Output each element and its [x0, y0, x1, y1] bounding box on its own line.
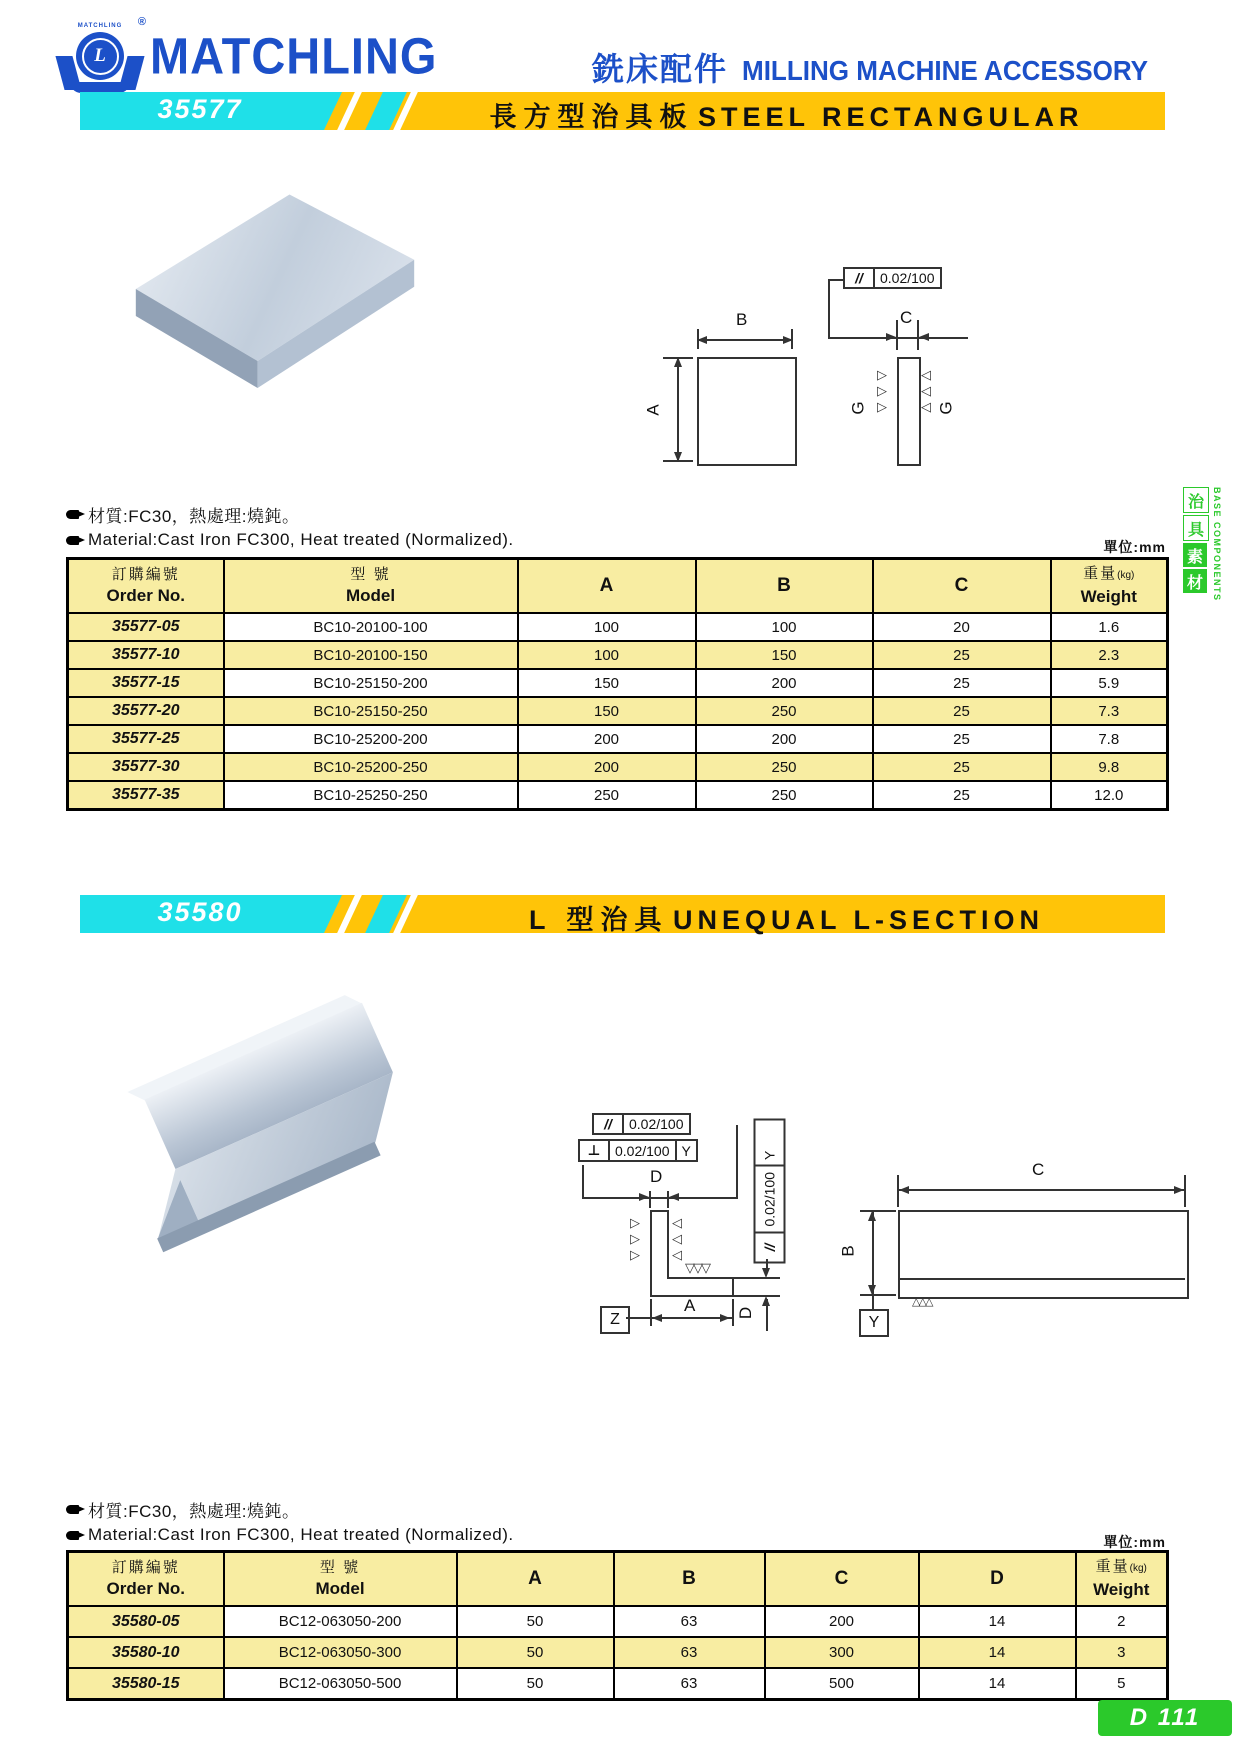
table-cell: 150: [696, 641, 873, 669]
material-text-en: Material:Cast Iron FC300, Heat treated (Normalized).: [88, 1525, 514, 1544]
material-note: [66, 501, 514, 553]
order-no-cell: 35577-20: [68, 697, 224, 725]
table-cell: BC12-063050-200: [224, 1606, 457, 1637]
side-tab-char: 治: [1183, 487, 1209, 513]
table-cell: 2: [1076, 1606, 1168, 1637]
ext-line: [860, 1294, 896, 1296]
order-no-cell: 35577-35: [68, 781, 224, 810]
front-view-outline: [697, 357, 797, 466]
l-profile-line: [650, 1210, 669, 1212]
l-section-body: [101, 953, 509, 1376]
pointing-hand-icon: [66, 1505, 79, 1514]
table-cell: 250: [696, 697, 873, 725]
surface-finish-icon: △ △ △: [912, 1296, 932, 1308]
product-photo-l-section: [155, 1000, 455, 1330]
table-row: [68, 641, 1168, 669]
section-title: [420, 898, 1153, 937]
side-tab: [1183, 487, 1222, 613]
pointing-hand-icon: [66, 1531, 79, 1540]
registered-mark: ®: [137, 16, 146, 28]
table-cell: 50: [457, 1606, 614, 1637]
dim-line-b: [872, 1210, 874, 1295]
dim-line-a: [677, 357, 679, 462]
section-bar-35577: [80, 92, 1165, 130]
material-text-cn: 材質:FC30，熱處理:燒鈍。: [88, 1501, 300, 1521]
order-no-cell: 35577-15: [68, 669, 224, 697]
parallelism-symbol: //: [756, 1232, 784, 1262]
flange-line: [898, 1278, 1185, 1280]
arrowhead: [886, 333, 896, 341]
arrowhead: [868, 1211, 876, 1221]
col-header-b: B: [614, 1552, 765, 1607]
table-cell: BC10-25200-200: [224, 725, 518, 753]
dim-line-d: [582, 1197, 738, 1199]
material-line-en: [66, 527, 514, 553]
dim-label-d: D: [736, 1306, 756, 1320]
col-header-weight: 重量(kg) Weight: [1051, 559, 1168, 614]
dim-label-c: C: [900, 308, 913, 327]
table-cell: 150: [518, 669, 696, 697]
logo-arc-text: MATCHLING: [77, 23, 123, 29]
table-cell: 9.8: [1051, 753, 1168, 781]
arrowhead: [697, 336, 707, 344]
dim-label-d: D: [650, 1167, 663, 1186]
arrowhead: [1174, 1186, 1184, 1194]
feature-control-frame: [843, 267, 942, 289]
arrowhead: [720, 1314, 730, 1322]
table-cell: 25: [873, 753, 1051, 781]
ext-line: [734, 1277, 780, 1279]
section-title: [420, 95, 1153, 134]
finish-label-g: G: [848, 401, 868, 415]
table-cell: 300: [765, 1637, 919, 1668]
material-text-en: Material:Cast Iron FC300, Heat treated (Normalized).: [88, 530, 514, 549]
table-cell: 100: [518, 641, 696, 669]
ext-line: [732, 1299, 734, 1326]
table-cell: 200: [696, 725, 873, 753]
dim-line-c: [828, 337, 968, 339]
section-code: 35580: [157, 897, 243, 927]
table-header-row: [68, 1552, 1168, 1607]
table-cell: BC10-25250-250: [224, 781, 518, 810]
brand-name: MATCHLING: [150, 27, 438, 85]
col-header-weight: 重量(kg) Weight: [1076, 1552, 1168, 1607]
table-cell: 25: [873, 697, 1051, 725]
table-cell: 5: [1076, 1668, 1168, 1700]
table-cell: 200: [518, 725, 696, 753]
side-tab-char: 具: [1183, 515, 1209, 541]
col-header-c: C: [873, 559, 1051, 614]
parallelism-symbol: //: [845, 269, 875, 287]
tolerance-value: 0.02/100: [610, 1141, 677, 1160]
logo-letter: L: [94, 45, 106, 66]
order-no-cell: 35580-05: [68, 1606, 224, 1637]
leader-line: [736, 1125, 738, 1198]
table-header-row: [68, 559, 1168, 614]
dim-label-b: B: [736, 310, 748, 329]
technical-drawing-rectangular: [640, 260, 985, 475]
arrowhead: [674, 452, 682, 462]
table-cell: 500: [765, 1668, 919, 1700]
leader-line: [582, 1165, 584, 1198]
table-cell: 100: [696, 613, 873, 641]
col-header-order: 訂購編號 Order No.: [68, 559, 224, 614]
table-cell: 250: [696, 753, 873, 781]
table-cell: 2.3: [1051, 641, 1168, 669]
table-cell: 50: [457, 1668, 614, 1700]
product-photo-steel-rectangular: [130, 190, 420, 415]
surface-finish-icon: ▷ ▷ ▷: [630, 1215, 640, 1262]
order-no-cell: 35577-30: [68, 753, 224, 781]
table-cell: 200: [518, 753, 696, 781]
dim-label-c: C: [1032, 1160, 1045, 1179]
side-tab-chars: [1183, 487, 1209, 613]
side-tab-en: BASE COMPONENTS: [1212, 487, 1222, 602]
tolerance-value: 0.02/100: [629, 1116, 684, 1132]
arrowhead: [652, 1314, 662, 1322]
arrowhead: [674, 357, 682, 367]
arrowhead: [669, 1193, 679, 1201]
arrowhead: [868, 1285, 876, 1295]
col-header-a: A: [457, 1552, 614, 1607]
order-no-cell: 35577-25: [68, 725, 224, 753]
section-title-en: STEEL RECTANGULAR: [697, 102, 1084, 132]
page-title: [592, 44, 1179, 90]
spec-table-35580: [66, 1550, 1169, 1701]
feature-control-frame-vertical: [754, 1119, 786, 1264]
material-line-cn: [66, 1496, 514, 1522]
order-no-cell: 35580-15: [68, 1668, 224, 1700]
table-cell: BC10-25200-250: [224, 753, 518, 781]
section-bar-35580: [80, 895, 1165, 933]
section-title-cn: L 型治具: [529, 905, 669, 935]
material-text-cn: 材質:FC30，熱處理:燒鈍。: [88, 506, 300, 526]
table-cell: 150: [518, 697, 696, 725]
order-no-cell: 35577-10: [68, 641, 224, 669]
table-row: [68, 725, 1168, 753]
leader-line: [828, 279, 843, 281]
leader-line: [626, 1317, 650, 1319]
arrowhead: [639, 1193, 649, 1201]
table-cell: 1.6: [1051, 613, 1168, 641]
table-cell: 200: [765, 1606, 919, 1637]
table-cell: BC10-20100-100: [224, 613, 518, 641]
perpendicularity-symbol: ⊥: [580, 1141, 610, 1160]
order-no-cell: 35577-05: [68, 613, 224, 641]
table-cell: BC12-063050-300: [224, 1637, 457, 1668]
l-profile-line: [732, 1277, 734, 1297]
arrowhead: [762, 1296, 770, 1306]
surface-finish-icon: ◁ ◁ ◁: [921, 367, 931, 414]
section-title-cn: 長方型治具板: [489, 102, 694, 132]
table-row: [68, 669, 1168, 697]
arrowhead: [899, 1186, 909, 1194]
ext-line: [860, 1210, 896, 1212]
unit-label: 單位:mm: [1103, 1534, 1166, 1550]
table-row: [68, 1606, 1168, 1637]
pointing-hand-icon: [66, 536, 79, 545]
arrowhead: [783, 336, 793, 344]
table-cell: 3: [1076, 1637, 1168, 1668]
table-cell: 14: [919, 1606, 1076, 1637]
spec-table-35577: [66, 557, 1169, 811]
table-cell: BC12-063050-500: [224, 1668, 457, 1700]
page-number-badge: D 111: [1098, 1700, 1232, 1736]
table-cell: 100: [518, 613, 696, 641]
table-cell: 12.0: [1051, 781, 1168, 810]
surface-finish-icon: ◁ ◁ ◁: [672, 1215, 682, 1262]
order-no-cell: 35580-10: [68, 1637, 224, 1668]
surface-finish-icon: ▽ ▽ ▽: [685, 1260, 709, 1275]
table-cell: 250: [518, 781, 696, 810]
material-note: [66, 1496, 514, 1548]
table-cell: 7.3: [1051, 697, 1168, 725]
dim-line-c: [898, 1189, 1185, 1191]
tolerance-value: 0.02/100: [880, 270, 935, 286]
side-view-outline: [897, 357, 921, 466]
unit-label: 單位:mm: [1103, 539, 1166, 555]
table-row: [68, 753, 1168, 781]
col-header-b: B: [696, 559, 873, 614]
table-row: [68, 613, 1168, 641]
material-line-cn: [66, 501, 514, 527]
dim-label-a: A: [684, 1296, 696, 1315]
table-cell: 25: [873, 781, 1051, 810]
table-cell: 250: [696, 781, 873, 810]
table-cell: 7.8: [1051, 725, 1168, 753]
page-title-cn: 銑床配件: [592, 51, 729, 87]
section-title-en: UNEQUAL L-SECTION: [672, 905, 1044, 935]
table-cell: 25: [873, 725, 1051, 753]
ext-line: [734, 1295, 780, 1297]
brand-logo: [58, 16, 146, 96]
technical-drawing-l-section: [560, 1105, 1220, 1350]
ext-line: [1184, 1175, 1186, 1207]
pointing-hand-icon: [66, 510, 79, 519]
table-row: [68, 697, 1168, 725]
table-row: [68, 1637, 1168, 1668]
leader-line: [828, 279, 830, 337]
table-row: [68, 1668, 1168, 1700]
col-header-order: 訂購編號 Order No.: [68, 1552, 224, 1607]
l-profile-line: [650, 1210, 652, 1297]
table-cell: 5.9: [1051, 669, 1168, 697]
section-code: 35577: [157, 94, 243, 124]
ext-line: [649, 1191, 651, 1208]
datum-reference: Y: [761, 1150, 778, 1160]
logo-circle-icon: [76, 32, 124, 80]
dim-label-a: A: [643, 404, 663, 416]
page-title-en: MILLING MACHINE ACCESSORY: [742, 55, 1149, 86]
ext-line: [896, 320, 898, 350]
table-row: [68, 781, 1168, 810]
table-cell: 14: [919, 1668, 1076, 1700]
col-header-model: 型 號 Model: [224, 1552, 457, 1607]
arrowhead: [919, 333, 929, 341]
datum-reference: Y: [681, 1142, 691, 1159]
feature-control-frame: [592, 1113, 691, 1135]
col-header-model: 型 號 Model: [224, 559, 518, 614]
table-cell: 25: [873, 641, 1051, 669]
surface-finish-icon: ▷ ▷ ▷: [877, 367, 887, 414]
col-header-c: C: [765, 1552, 919, 1607]
datum-box-z: Z: [600, 1306, 630, 1334]
table-cell: 50: [457, 1637, 614, 1668]
datum-box-y: Y: [859, 1309, 889, 1337]
table-cell: BC10-25150-200: [224, 669, 518, 697]
bar-stripe: [337, 895, 362, 933]
table-cell: BC10-25150-250: [224, 697, 518, 725]
bar-stripe: [337, 92, 362, 130]
col-header-a: A: [518, 559, 696, 614]
dim-label-b: B: [838, 1245, 858, 1257]
material-line-en: [66, 1522, 514, 1548]
side-tab-char: 素: [1183, 543, 1207, 567]
parallelism-symbol: //: [594, 1115, 624, 1133]
table-cell: 25: [873, 669, 1051, 697]
feature-control-frame: [578, 1139, 698, 1162]
table-cell: 63: [614, 1637, 765, 1668]
col-header-d: D: [919, 1552, 1076, 1607]
l-profile-line: [667, 1210, 669, 1279]
table-cell: 20: [873, 613, 1051, 641]
table-cell: 63: [614, 1668, 765, 1700]
leader-line: [872, 1295, 874, 1309]
l-profile-line: [667, 1277, 734, 1279]
side-view-outline: [898, 1210, 1189, 1299]
table-cell: 63: [614, 1606, 765, 1637]
dim-line-b: [697, 339, 793, 341]
table-cell: 14: [919, 1637, 1076, 1668]
tolerance-value: 0.02/100: [756, 1165, 784, 1232]
side-tab-char: 材: [1183, 569, 1207, 593]
table-cell: 200: [696, 669, 873, 697]
table-cell: BC10-20100-150: [224, 641, 518, 669]
finish-label-g: G: [936, 401, 956, 415]
